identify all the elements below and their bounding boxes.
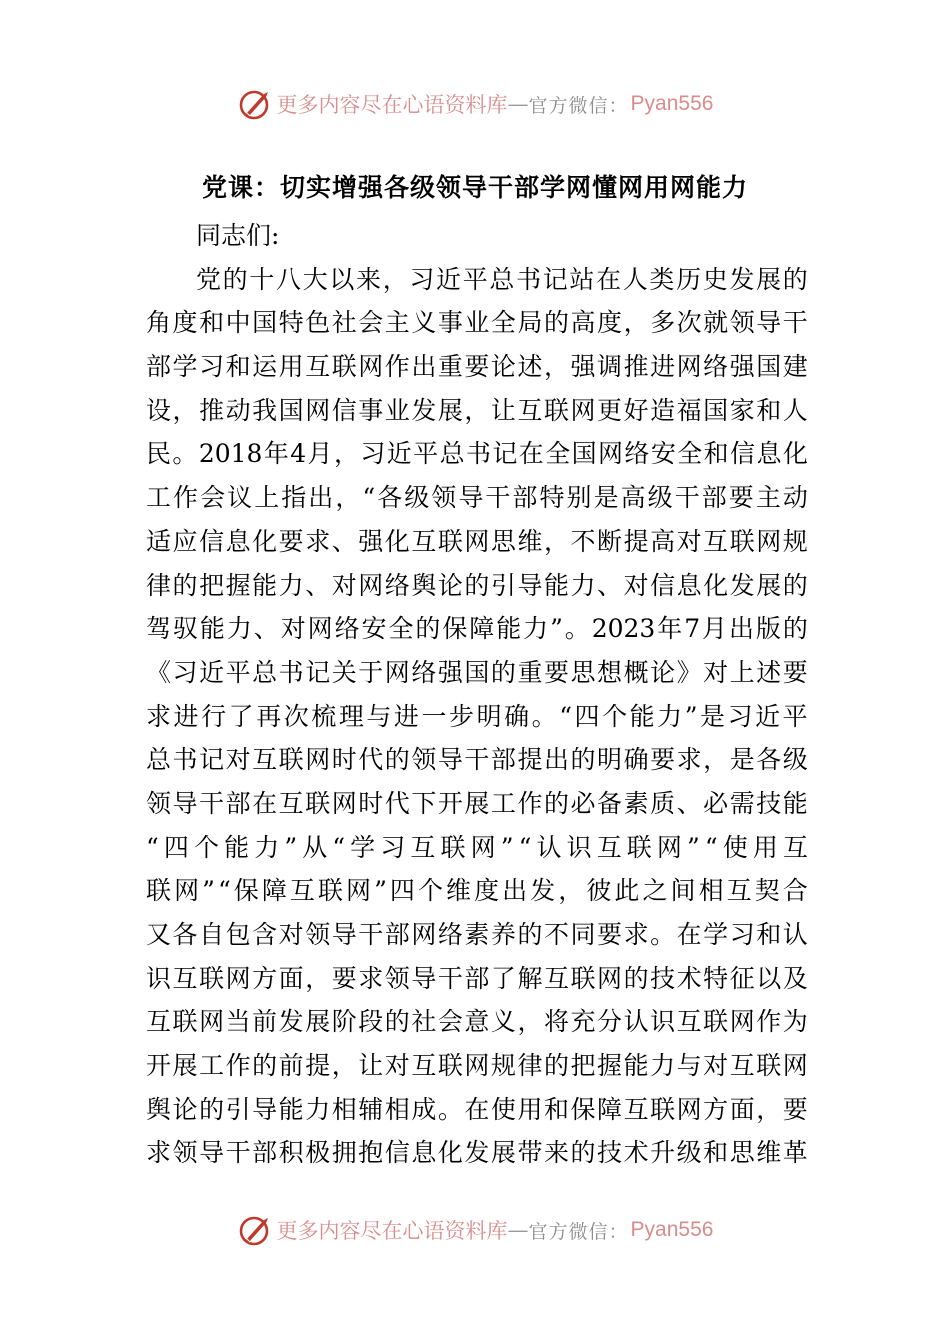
paragraph-line: 驾 驭 能 力 、 对 网 络 安 全 的 保 障 能 力 ” 。 2023 年 7 月 出 版 的 [146,614,808,644]
paragraph-line: 角 度 和 中 国 特 色 社 会 主 义 事 业 全 局 的 高 度 ， 多 次 就 领 导 干 [146,308,808,338]
document-title: 党课：切实增强各级领导干部学网懂网用网能力 [201,173,748,202]
banner-wechat-id: Pyan556 [630,92,714,115]
pen-logo-icon [237,1212,273,1248]
header-banner [0,84,950,124]
paragraph-line: 部 学 习 和 运 用 互 联 网 作 出 重 要 论 述 ， 强 调 推 进 网 络 强 国 建 [146,352,808,382]
paragraph-line: 总 书 记 对 互 联 网 时 代 的 领 导 干 部 提 出 的 明 确 要 求 ， 是 各 级 [146,745,808,775]
paragraph-line: 领 导 干 部 在 互 联 网 时 代 下 开 展 工 作 的 必 备 素 质 、 必 需 技 能 [146,788,808,818]
paragraph-line: “ 四 个 能 力 ” 从 “ 学 习 互 联 网 ” “ 认 识 互 联 网 ” “ 使 用 互 [146,832,808,862]
banner-slogan: 更多内容尽在心语资料库 [276,1219,508,1243]
paragraph-line: 《 习 近 平 总 书 记 关 于 网 络 强 国 的 重 要 思 想 概 论 》 对 上 述 要 [146,657,808,687]
paragraph-line: 民 。 2018 年 4 月 ， 习 近 平 总 书 记 在 全 国 网 络 安 全 和 信 息 化 [146,439,808,469]
paragraph-line: 党 的 十 八 大 以 来 ， 习 近 平 总 书 记 站 在 人 类 历 史 发 展 的 [196,264,808,294]
banner-wechat-label: 官方微信： [528,94,629,117]
salutation: 同志们: [196,221,280,250]
paragraph-line: 设 ， 推 动 我 国 网 信 事 业 发 展 ， 让 互 联 网 更 好 造 福 国 家 和 人 [146,395,808,425]
paragraph-line: 又 各 自 包 含 对 领 导 干 部 网 络 素 养 的 不 同 要 求 。 在 学 习 和 认 [146,920,808,949]
paragraph-line: 求 领 导 干 部 积 极 拥 抱 信 息 化 发 展 带 来 的 技 术 升 级 和 思 维 革 [146,1138,808,1168]
banner-dash: — [507,1218,529,1242]
banner-dash: — [507,92,529,116]
footer-banner [0,1210,950,1250]
paragraph-line: 舆 论 的 引 导 能 力 相 辅 相 成 。 在 使 用 和 保 障 互 联 网 方 面 ， 要 [146,1094,808,1124]
paragraph-line: 互 联 网 当 前 发 展 阶 段 的 社 会 意 义 ， 将 充 分 认 识 互 联 网 作 为 [146,1007,808,1037]
banner-wechat-label: 官方微信： [528,1220,629,1243]
paragraph-line: 开 展 工 作 的 前 提 ， 让 对 互 联 网 规 律 的 把 握 能 力 与 对 互 联 网 [146,1051,808,1081]
paragraph-line: 适 应 信 息 化 要 求 、 强 化 互 联 网 思 维 ， 不 断 提 高 对 互 联 网 规 [146,526,808,556]
paragraph-line: 律 的 把 握 能 力 、 对 网 络 舆 论 的 引 导 能 力 、 对 信 息 化 发 展 的 [146,570,808,600]
paragraph-line: 工 作 会 议 上 指 出 ， “ 各 级 领 导 干 部 特 别 是 高 级 干 部 要 主 动 [146,483,808,513]
banner-slogan: 更多内容尽在心语资料库 [276,93,508,117]
document-body [146,214,808,1175]
banner-wechat-id: Pyan556 [630,1218,714,1241]
paragraph-line: 求 进 行 了 再 次 梳 理 与 进 一 步 明 确 。 “ 四 个 能 力 ” 是 习 近 平 [146,701,808,731]
paragraph-line: 联 网 ” “ 保 障 互 联 网 ” 四 个 维 度 出 发 ， 彼 此 之 间 相 互 契 合 [146,876,808,906]
paragraph-line: 识 互 联 网 方 面 ， 要 求 领 导 干 部 了 解 互 联 网 的 技 术 特 征 以 及 [146,963,808,993]
pen-logo-icon [237,86,273,122]
